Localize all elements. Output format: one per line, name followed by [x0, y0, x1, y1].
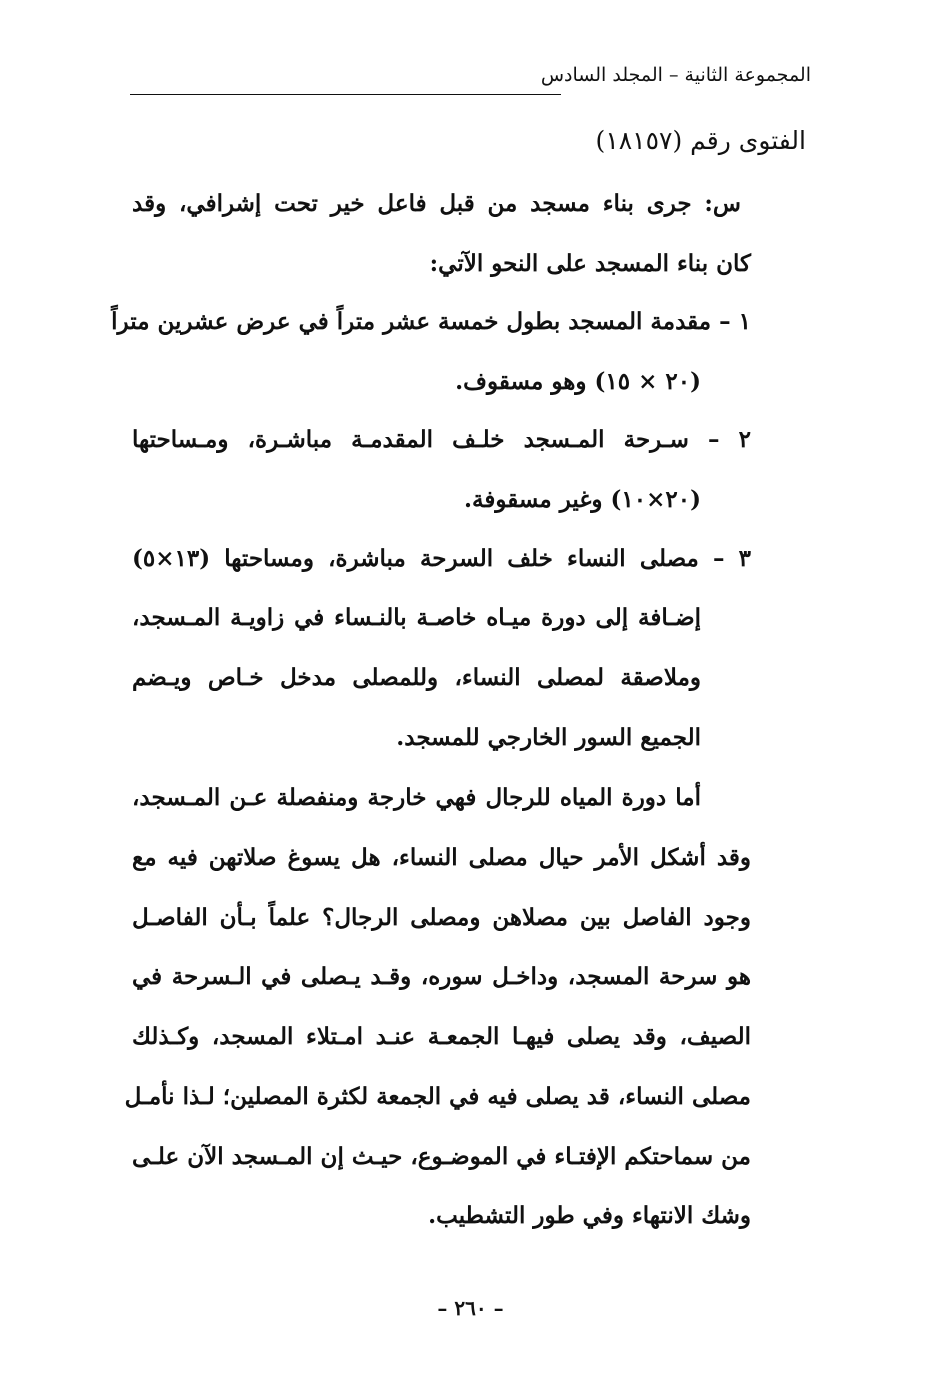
paragraph-line-8: وشك الانتهاء وفي طور التشطيب. [428, 1202, 751, 1229]
item-3-line-2: إضـافة إلى دورة ميـاه خاصـة بالنـساء في زاويـة المـسجد، [132, 604, 701, 631]
paragraph-line-7: من سماحتكم الإفتـاء في الموضـوع، حيـث إن المـسجد الآن علـى [132, 1143, 751, 1170]
paragraph-line-2: وقد أشكل الأمر حيال مصلى النساء، هل يسوغ صلاتهن فيه مع [132, 844, 751, 871]
item-1-line-2: (٢٠ × ١٥) وهو مسقوف. [455, 368, 701, 395]
item-3-line-1: ٣ – مصلى النساء خلف السرحة مباشرة، ومساحتها (١٣×٥) [132, 545, 751, 572]
item-2-line-2: (٢٠×١٠) وغير مسقوفة. [464, 486, 701, 513]
item-2-line-1: ٢ – سـرحة المـسجد خلـف المقدمـة مباشـرة، ومـساحتها [132, 426, 751, 453]
item-3-line-3: وملاصقة لمصلى النساء، وللمصلى مدخل خـاص ويـضم [132, 664, 701, 691]
running-title: المجموعة الثانية – المجلد السادس [535, 64, 811, 86]
item-3-line-4: الجميع السور الخارجي للمسجد. [396, 724, 701, 751]
paragraph-line-1: أما دورة المياه للرجال فهي خارجة ومنفصلة عـن المـسجد، [132, 784, 701, 811]
paragraph-line-3: وجود الفاصل بين مصلاهن ومصلى الرجال؟ علماً بـأن الفاصـل [132, 904, 751, 931]
question-line-1: س: جرى بناء مسجد من قبل فاعل خير تحت إشرافي، وقد [132, 190, 742, 217]
paragraph-line-4: هو سرحة المسجد، وداخـل سوره، وقـد يـصلى في الـسرحة في [132, 963, 751, 990]
question-line-2: كان بناء المسجد على النحو الآتي: [429, 250, 751, 277]
paragraph-line-5: الصيف، وقد يصلى فيهـا الجمعـة عنـد امـتلاء المسجد، وكـذلك [132, 1023, 751, 1050]
fatwa-title: الفتوى رقم (١٨١٥٧) [595, 126, 806, 155]
page-number: – ٢٦٠ – [437, 1296, 504, 1320]
header-rule [130, 94, 561, 95]
paragraph-line-6: مصلى النساء، قد يصلى فيه في الجمعة لكثرة المصلين؛ لـذا نأمـل [124, 1083, 751, 1110]
item-1-line-1: ١ – مقدمة المسجد بطول خمسة عشر متراً في عرض عشرين متراً [111, 308, 751, 335]
running-header [130, 64, 811, 98]
